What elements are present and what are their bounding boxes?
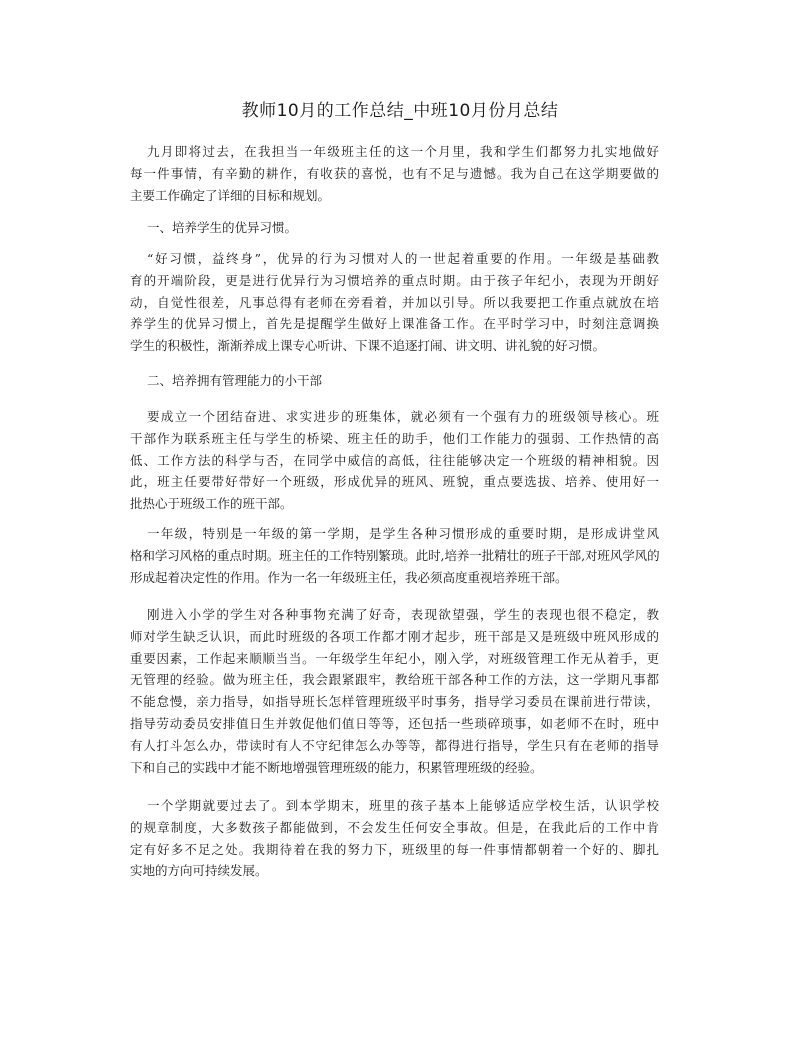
- text-line: 此，班主任要带好带好一个班级，形成优异的班风、班貌，重点要选拔、培养、使用好一: [130, 474, 659, 490]
- text-line: 下和自己的实践中才能不断地增强管理班级的能力，积累管理班级的经验。: [130, 759, 543, 775]
- text-line: 九月即将过去，在我担当一年级班主任的这一个月里，我和学生们都努力扎实地做好: [147, 144, 659, 159]
- text-line: 学生的积极性，渐渐养成上课专心听讲、下课不追逐打闹、讲文明、讲礼貌的好习惯。: [130, 338, 606, 354]
- paragraph-cadres: [130, 406, 659, 515]
- text-line: 实地的方向可持续发展。: [130, 863, 268, 879]
- text-line: 每一件事情，有辛勤的耕作，有收获的喜悦，也有不足与遗憾。我为自己在这学期要做的: [130, 165, 659, 181]
- text-line: 无管理的经验。做为班主任，我会跟紧跟牢，教给班干部各种工作的方法，这一学期凡事都: [130, 672, 659, 688]
- text-line: 形成起着决定性的作用。作为一名一年级班主任，我必须高度重视培养班干部。: [130, 569, 568, 585]
- text-line: 育的开端阶段，更是进行优异行为习惯培养的重点时期。由于孩子年纪小，表现为开朗好: [130, 272, 659, 288]
- section-heading-habits: 一、培养学生的优异习惯。: [147, 220, 298, 235]
- section-heading-cadres: 二、培养拥有管理能力的小干部: [147, 373, 323, 388]
- text-line: 刚进入小学的学生对各种事物充满了好奇，表现欲望强，学生的表现也很不稳定，教: [147, 607, 659, 622]
- text-line: 要成立一个团结奋进、求实进步的班集体，就必须有一个强有力的班级领导核心。班: [147, 409, 659, 424]
- text-line: 干部作为联系班主任与学生的桥梁、班主任的助手，他们工作能力的强弱、工作热情的高: [130, 430, 659, 446]
- text-line: 养学生的优异习惯上，首先是提醒学生做好上课准备工作。在平时学习中，时刻注意调换: [130, 316, 659, 332]
- text-line: 定有好多不足之处。我期待着在我的努力下，班级里的每一件事情都朝着一个好的、脚扎: [130, 841, 659, 857]
- paragraph-intro: [130, 141, 659, 206]
- text-line: 主要工作确定了详细的目标和规划。: [130, 187, 331, 203]
- text-line: 的规章制度，大多数孩子都能做到，不会发生任何安全事故。但是，在我此后的工作中肯: [130, 819, 659, 835]
- paragraph-conclusion: [130, 795, 659, 882]
- text-line: 低、工作方法的科学与否，在同学中威信的高低，往往能够决定一个班级的精神相貌。因: [130, 452, 659, 468]
- text-line: 有人打斗怎么办，带读时有人不守纪律怎么办等等，都得进行指导，学生只有在老师的指导: [130, 737, 659, 753]
- paragraph-habits: [130, 248, 659, 357]
- text-line: “好习惯，益终身”，优异的行为习惯对人的一世起着重要的作用。一年级是基础教: [147, 251, 659, 266]
- text-line: 格和学习风格的重点时期。班主任的工作特别繁琐。此时,培养一批精壮的班子干部,对班风学风的: [130, 547, 659, 563]
- paragraph-first-grade: [130, 523, 659, 588]
- text-line: 一个学期就要过去了。到本学期末，班里的孩子基本上能够适应学校生活，认识学校: [147, 798, 659, 813]
- text-line: 批热心于班级工作的班干部。: [130, 496, 293, 512]
- text-line: 指导劳动委员安排值日生并敦促他们值日等等，还包括一些琐碎琐事，如老师不在时，班中: [130, 715, 659, 731]
- text-line: 重要因素，工作起来顺顺当当。一年级学生年纪小，刚入学，对班级管理工作无从着手，更: [130, 650, 659, 666]
- page-title: 教师10月的工作总结_中班10月份月总结: [241, 101, 559, 121]
- text-line: 不能怠慢，亲力指导，如指导班长怎样管理班级平时事务，指导学习委员在课前进行带读，: [130, 694, 659, 710]
- paragraph-guidance: [130, 604, 659, 778]
- text-line: 一年级，特别是一年级的第一学期，是学生各种习惯形成的重要时期，是形成讲堂风: [147, 526, 659, 541]
- text-line: 师对学生缺乏认识，而此时班级的各项工作都才刚才起步，班干部是又是班级中班风形成的: [130, 628, 659, 644]
- text-line: 动，自觉性很差，凡事总得有老师在旁看着，并加以引导。所以我要把工作重点就放在培: [130, 294, 659, 310]
